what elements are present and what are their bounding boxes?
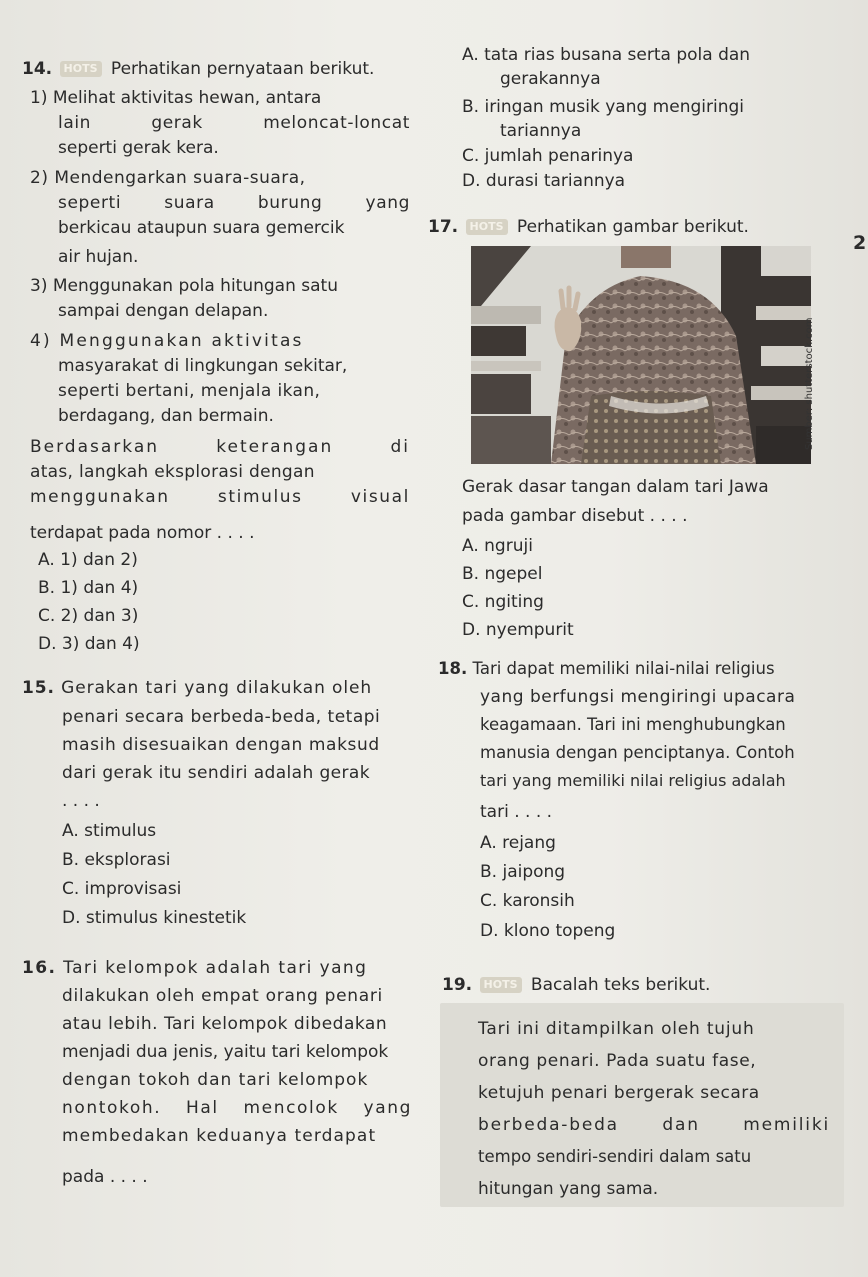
q19-passage-line: hitungan yang sama. — [478, 1179, 659, 1199]
q18-line: manusia dengan penciptanya. Contoh — [480, 743, 795, 762]
q19-passage-line: ketujuh penari bergerak secara — [478, 1083, 760, 1103]
q19-intro: Bacalah teks berikut. — [530, 975, 711, 995]
q16-line: atau lebih. Tari kelompok dibedakan — [62, 1014, 388, 1034]
q19-number: 19. — [442, 975, 473, 995]
q17-option-b[interactable]: B. ngepel — [462, 564, 543, 584]
q14-question-line: Berdasarkan keterangan di — [30, 437, 410, 457]
q16-line: membedakan keduanya terdapat — [62, 1126, 377, 1146]
q16-line: menjadi dua jenis, yaitu tari kelompok — [62, 1042, 389, 1062]
javanese-dance-photo — [471, 246, 811, 464]
q14-option-c[interactable]: C. 2) dan 3) — [38, 606, 139, 626]
q16-line: dengan tokoh dan tari kelompok — [62, 1070, 369, 1090]
q13-option-a-cont: gerakannya — [500, 69, 601, 89]
q16-line: pada . . . . — [62, 1167, 148, 1187]
q14-statement-4-line: berdagang, dan bermain. — [58, 406, 274, 426]
q17-header — [428, 216, 749, 238]
q17-number: 17. — [428, 217, 459, 237]
q15-line: penari secara berbeda-beda, tetapi — [62, 707, 381, 727]
q14-statement-2-line: seperti suara burung yang — [58, 193, 410, 213]
q18-line: tari yang memiliki nilai religius adalah — [480, 771, 786, 790]
q17-intro: Perhatikan gambar berikut. — [516, 217, 749, 237]
q16-line: nontokoh. Hal mencolok yang — [62, 1098, 412, 1118]
q14-option-a[interactable]: A. 1) dan 2) — [38, 550, 138, 570]
hots-badge: HOTS — [466, 219, 508, 235]
q15-option-b[interactable]: B. eksplorasi — [62, 850, 171, 870]
q14-statement-1-line: seperti gerak kera. — [58, 138, 219, 158]
q18-option-a[interactable]: A. rejang — [480, 833, 556, 853]
q18-option-c[interactable]: C. karonsih — [480, 891, 575, 911]
q14-question-line: terdapat pada nomor . . . . — [30, 523, 255, 543]
q19-passage-line: berbeda-beda dan memiliki — [478, 1115, 830, 1135]
q16-line: dilakukan oleh empat orang penari — [62, 986, 383, 1006]
q15-option-a[interactable]: A. stimulus — [62, 821, 157, 841]
q14-intro: Perhatikan pernyataan berikut. — [110, 59, 375, 79]
q15-option-d[interactable]: D. stimulus kinestetik — [62, 908, 247, 928]
q14-statement-3-line: sampai dengan delapan. — [58, 301, 269, 321]
q16-line-1 — [22, 957, 367, 979]
q14-statement-1-line: lain gerak meloncat-loncat — [58, 113, 410, 133]
q15-number: 15. — [22, 678, 55, 698]
q13-option-d[interactable]: D. durasi tariannya — [462, 171, 626, 191]
q14-header — [22, 58, 374, 80]
q18-text: Tari dapat memiliki nilai-nilai religius — [472, 659, 775, 678]
q14-statement-4-line: 4) Menggunakan aktivitas — [30, 331, 304, 351]
q19-passage-line: Tari ini ditampilkan oleh tujuh — [478, 1019, 755, 1039]
q15-option-c[interactable]: C. improvisasi — [62, 879, 182, 899]
q14-statement-2-line: air hujan. — [58, 247, 139, 267]
q14-question-line: menggunakan stimulus visual — [30, 487, 410, 507]
q14-number: 14. — [22, 59, 53, 79]
q15-line-1 — [22, 677, 372, 699]
q14-option-d[interactable]: D. 3) dan 4) — [38, 634, 140, 654]
q17-option-d[interactable]: D. nyempurit — [462, 620, 574, 640]
q19-passage-line: orang penari. Pada suatu fase, — [478, 1051, 757, 1071]
q15-line: dari gerak itu sendiri adalah gerak — [62, 763, 370, 783]
q18-line: yang berfungsi mengiringi upacara — [480, 687, 796, 707]
q17-option-a[interactable]: A. ngruji — [462, 536, 533, 556]
hots-badge: HOTS — [60, 61, 102, 77]
q14-statement-2-line: berkicau ataupun suara gemercik — [58, 218, 345, 238]
q14-statement-1-line: 1) Melihat aktivitas hewan, antara — [30, 88, 322, 108]
q13-option-a[interactable]: A. tata rias busana serta pola dan — [462, 45, 751, 65]
q15-line: . . . . — [62, 791, 100, 811]
q14-statement-4-line: masyarakat di lingkungan sekitar, — [58, 356, 348, 376]
q14-statement-3-line: 3) Menggunakan pola hitungan satu — [30, 276, 338, 296]
dancer-image — [471, 246, 811, 464]
q15-text: Gerakan tari yang dilakukan oleh — [61, 678, 373, 698]
q14-question-line: atas, langkah eksplorasi dengan — [30, 462, 315, 482]
q17-question-line: pada gambar disebut . . . . — [462, 506, 688, 526]
q14-statement-4-line: seperti bertani, menjala ikan, — [58, 381, 321, 401]
q14-option-b[interactable]: B. 1) dan 4) — [38, 578, 139, 598]
q18-line: tari . . . . — [480, 802, 553, 822]
photo-credit-text: Sumber: shutterstock.com — [804, 317, 815, 450]
hots-badge: HOTS — [480, 977, 522, 993]
q13-option-b-cont: tariannya — [500, 121, 582, 141]
photo-credit — [804, 300, 818, 450]
q18-option-d[interactable]: D. klono topeng — [480, 921, 616, 941]
q19-header — [442, 974, 710, 996]
q13-option-b[interactable]: B. iringan musik yang mengiringi — [462, 97, 744, 117]
q17-question-line: Gerak dasar tangan dalam tari Jawa — [462, 477, 769, 497]
q17-option-c[interactable]: C. ngiting — [462, 592, 544, 612]
q15-line: masih disesuaikan dengan maksud — [62, 735, 380, 755]
q14-statement-2-line: 2) Mendengarkan suara-suara, — [30, 168, 306, 188]
q19-passage-line: tempo sendiri-sendiri dalam satu — [478, 1147, 752, 1166]
q13-option-c[interactable]: C. jumlah penarinya — [462, 146, 634, 166]
q18-line-1 — [438, 658, 775, 680]
q18-number: 18. — [438, 659, 468, 678]
page-edge-number: 2 — [853, 232, 867, 254]
q16-number: 16. — [22, 958, 57, 978]
q16-text: Tari kelompok adalah tari yang — [63, 958, 368, 978]
q18-line: keagamaan. Tari ini menghubungkan — [480, 715, 786, 734]
q18-option-b[interactable]: B. jaipong — [480, 862, 566, 882]
